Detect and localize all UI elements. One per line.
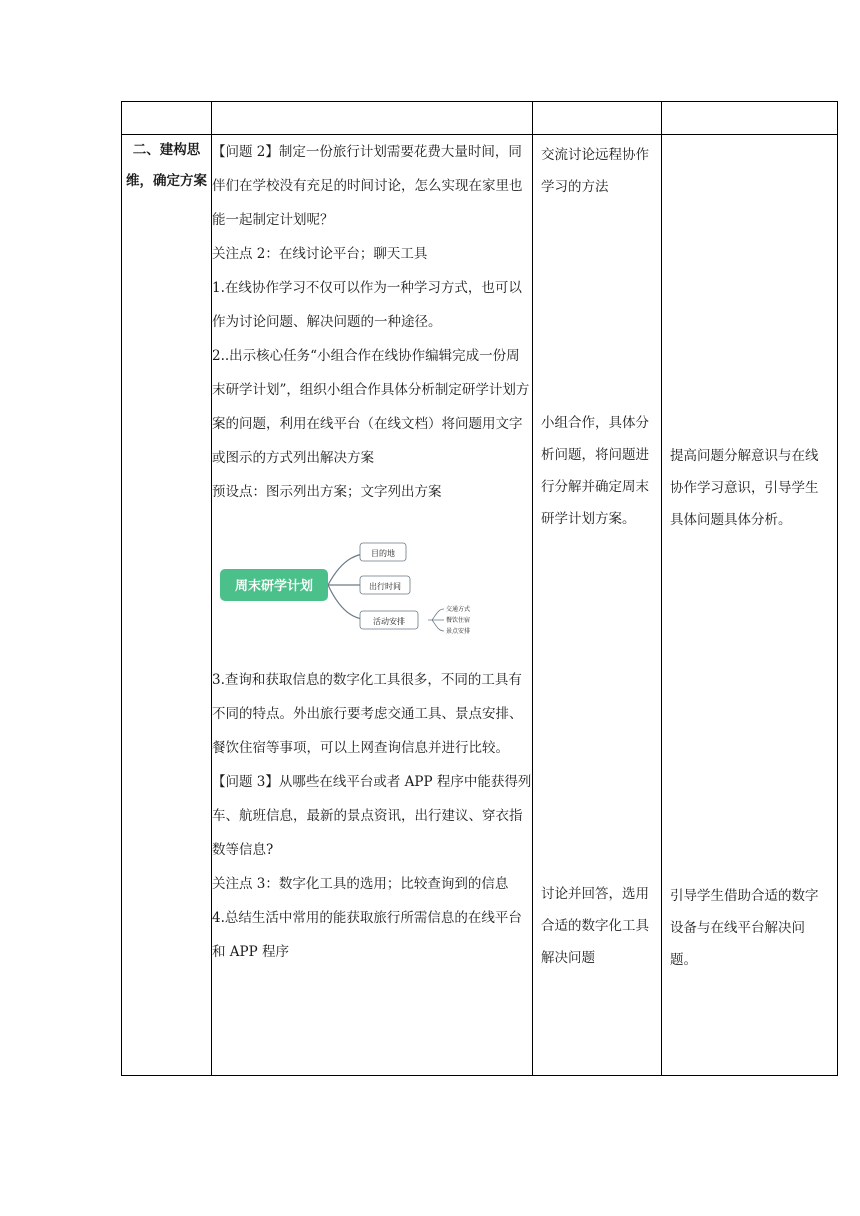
student-activity-cell <box>533 135 662 1076</box>
focus-point-2: 关注点 2：在线讨论平台；聊天工具 <box>212 246 428 262</box>
stage-cell: 二、建构思维，确定方案 <box>122 135 212 1076</box>
student-activity-3: 讨论并回答，选用合适的数字化工具解决问题 <box>541 886 649 966</box>
mindmap-leaf-label: 交通方式 <box>446 606 471 613</box>
mindmap-leaf-label: 餐饮住宿 <box>446 617 471 624</box>
design-intent-1: 提高问题分解意识与在线协作学习意识，引导学生具体问题具体分析。 <box>670 448 819 528</box>
focus-point-3: 关注点 3：数字化工具的选用；比较查询到的信息 <box>212 876 509 892</box>
step-4: 4.总结生活中常用的能获取旅行所需信息的在线平台和 APP 程序 <box>212 910 522 960</box>
design-intent-2: 引导学生借助合适的数字设备与在线平台解决问题。 <box>670 888 819 968</box>
mindmap-root-label: 周末研学计划 <box>234 579 314 594</box>
mindmap-leaf-label: 景点安排 <box>446 628 471 635</box>
header-cell <box>662 102 838 135</box>
mindmap-branch-label: 出行时间 <box>369 582 401 591</box>
table-row <box>122 135 838 1076</box>
step-3: 3.查询和获取信息的数字化工具很多，不同的工具有不同的特点。外出旅行要考虑交通工具、景点安排、餐饮住宿等事项，可以上网查询信息并进行比较。 <box>212 672 523 756</box>
table-header-row <box>122 102 838 135</box>
lesson-plan-table <box>121 101 838 1076</box>
step-2: 2..出示核心任务“小组合作在线协作编辑完成一份周末研学计划”，组织小组合作具体分析制定研学计划方案的问题，利用在线平台（在线文档）将问题用文字或图示的方式列出解决方案 <box>212 348 530 466</box>
header-cell <box>212 102 533 135</box>
header-cell <box>533 102 662 135</box>
problem-3: 【问题 3】从哪些在线平台或者 APP 程序中能获得列车、航班信息，最新的景点资讯，出行建议、穿衣指数等信息? <box>212 774 532 858</box>
problem-2: 【问题 2】制定一份旅行计划需要花费大量时间，同伴们在学校没有充足的时间讨论，怎么实现在家里也能一起制定计划呢？ <box>212 144 523 228</box>
mindmap-branch-label: 目的地 <box>371 549 395 558</box>
teacher-activity-cell <box>212 135 533 1076</box>
step-1: 1.在线协作学习不仅可以作为一种学习方式，也可以作为讨论问题、解决问题的一种途径。 <box>212 280 522 330</box>
preset-point: 预设点：图示列出方案；文字列出方案 <box>212 484 442 500</box>
design-intent-cell <box>662 135 838 1076</box>
header-cell <box>122 102 212 135</box>
student-activity-1: 交流讨论远程协作学习的方法 <box>541 147 649 195</box>
student-activity-2: 小组合作，具体分析问题，将问题进行分解并确定周末研学计划方案。 <box>541 415 649 527</box>
mindmap-branch-label: 活动安排 <box>373 617 405 626</box>
mindmap-diagram <box>218 517 508 657</box>
